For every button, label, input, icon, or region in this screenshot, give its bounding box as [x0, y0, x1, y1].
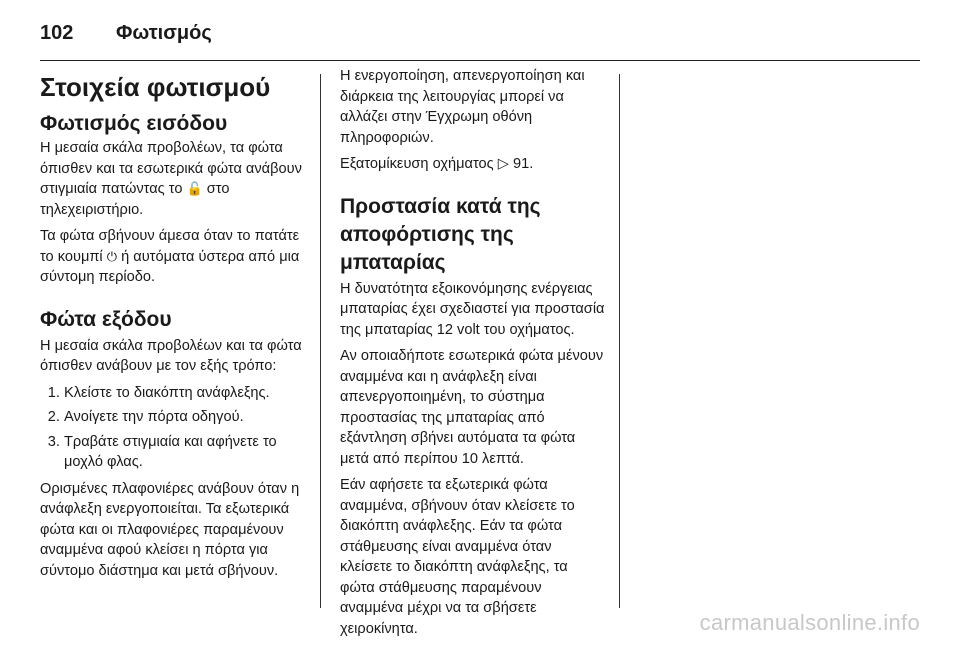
page-header [40, 18, 212, 48]
entry-lighting-paragraph-2 [40, 226, 308, 288]
cross-reference [340, 154, 605, 175]
battery-paragraph-2: Αν οποιαδήποτε εσωτερικά φώτα μένουν αναμμένα και η ανάφλεξη είναι απενεργοποιημένη, το σύστημα προστασίας της μπαταρίας από εξάντληση σβήνει αυτόματα τα φώτα μετά από περίπου 10 λεπτά. [340, 348, 604, 467]
text-segment: Τα φώτα σβήνουν άμεσα όταν το πατάτε το κουμπί [40, 228, 300, 265]
exit-lighting-heading: Φώτα εξόδου [40, 307, 172, 331]
entry-lighting-heading: Φωτισμός εισόδου [40, 112, 228, 135]
text-segment: Εξατομίκευση οχήματος [340, 156, 494, 172]
text-segment: ή αυτόματα ύστερα από μια σύντομη περίοδο. [40, 248, 300, 285]
exit-lighting-steps [40, 383, 308, 473]
battery-paragraph-3: Εάν αφήσετε τα εξωτερικά φώτα αναμμένα, σβήνουν όταν κλείσετε το διακόπτη ανάφλεξης. Εάν τα φώτα στάθμευσης είναι αναμμένα όταν κλείσετε το διακόπτη ανάφλεξης, τα φώτα στάθμευσης παραμένουν αναμμένα μέχρι να τα σβήσετε χειροκίνητα. [340, 477, 575, 637]
unlock-icon: 🔓 [186, 181, 203, 196]
exit-lighting-outro: Ορισμένες πλαφονιέρες ανάβουν όταν η ανάφλεξη ενεργοποιείται. Τα εξωτερικά φώτα και οι πλαφονιέρες παραμένουν αναμμένα αφού κλείσει η πόρτα για σύντομο διάστημα και μετά σβήνουν. [40, 480, 300, 579]
list-item: 3. Τραβάτε στιγμιαία και αφήνετε το μοχλό φλας. [64, 432, 308, 473]
list-item: 1. Κλείστε το διακόπτη ανάφλεξης. [64, 383, 308, 404]
header-divider [40, 60, 920, 61]
page-reference[interactable]: 91. [513, 156, 534, 172]
exit-lighting-intro: Η μεσαία σκάλα προβολέων και τα φώτα όπισθεν ανάβουν με τον εξής τρόπο: [40, 337, 302, 374]
battery-paragraph-1: Η δυνατότητα εξοικονόμησης ενέργειας μπαταρίας έχει σχεδιαστεί για προστασία της μπαταρίας 12 volt του οχήματος. [340, 280, 605, 338]
battery-protection-heading: Προστασία κατά της αποφόρτισης της μπαταρίας [340, 194, 541, 274]
column-divider [619, 74, 620, 608]
left-column [40, 66, 308, 587]
column-divider [320, 74, 321, 608]
power-icon: ⏻ [106, 248, 118, 264]
settings-paragraph: Η ενεργοποίηση, απενεργοποίηση και διάρκεια της λειτουργίας μπορεί να αλλάζει στην Έγχρωμη οθόνη πληροφοριών. [340, 68, 585, 146]
text-segment: Η μεσαία σκάλα προβολέων, τα φώτα όπισθεν και τα εσωτερικά φώτα ανάβουν στιγμιαία πατώντας το [40, 140, 302, 197]
chapter-title: Φωτισμός [116, 21, 212, 44]
list-item: 2. Ανοίγετε την πόρτα οδηγού. [64, 407, 308, 428]
site-watermark: carmanualsonline.info [699, 610, 920, 635]
section-heading: Στοιχεία φωτισμού [40, 72, 271, 102]
entry-lighting-paragraph-1 [40, 138, 308, 220]
page-number: 102 [40, 21, 74, 44]
reference-arrow-icon[interactable]: ▷ [497, 156, 509, 172]
middle-column [340, 66, 605, 645]
text-segment: στο τηλεχειριστήριο. [40, 181, 230, 218]
